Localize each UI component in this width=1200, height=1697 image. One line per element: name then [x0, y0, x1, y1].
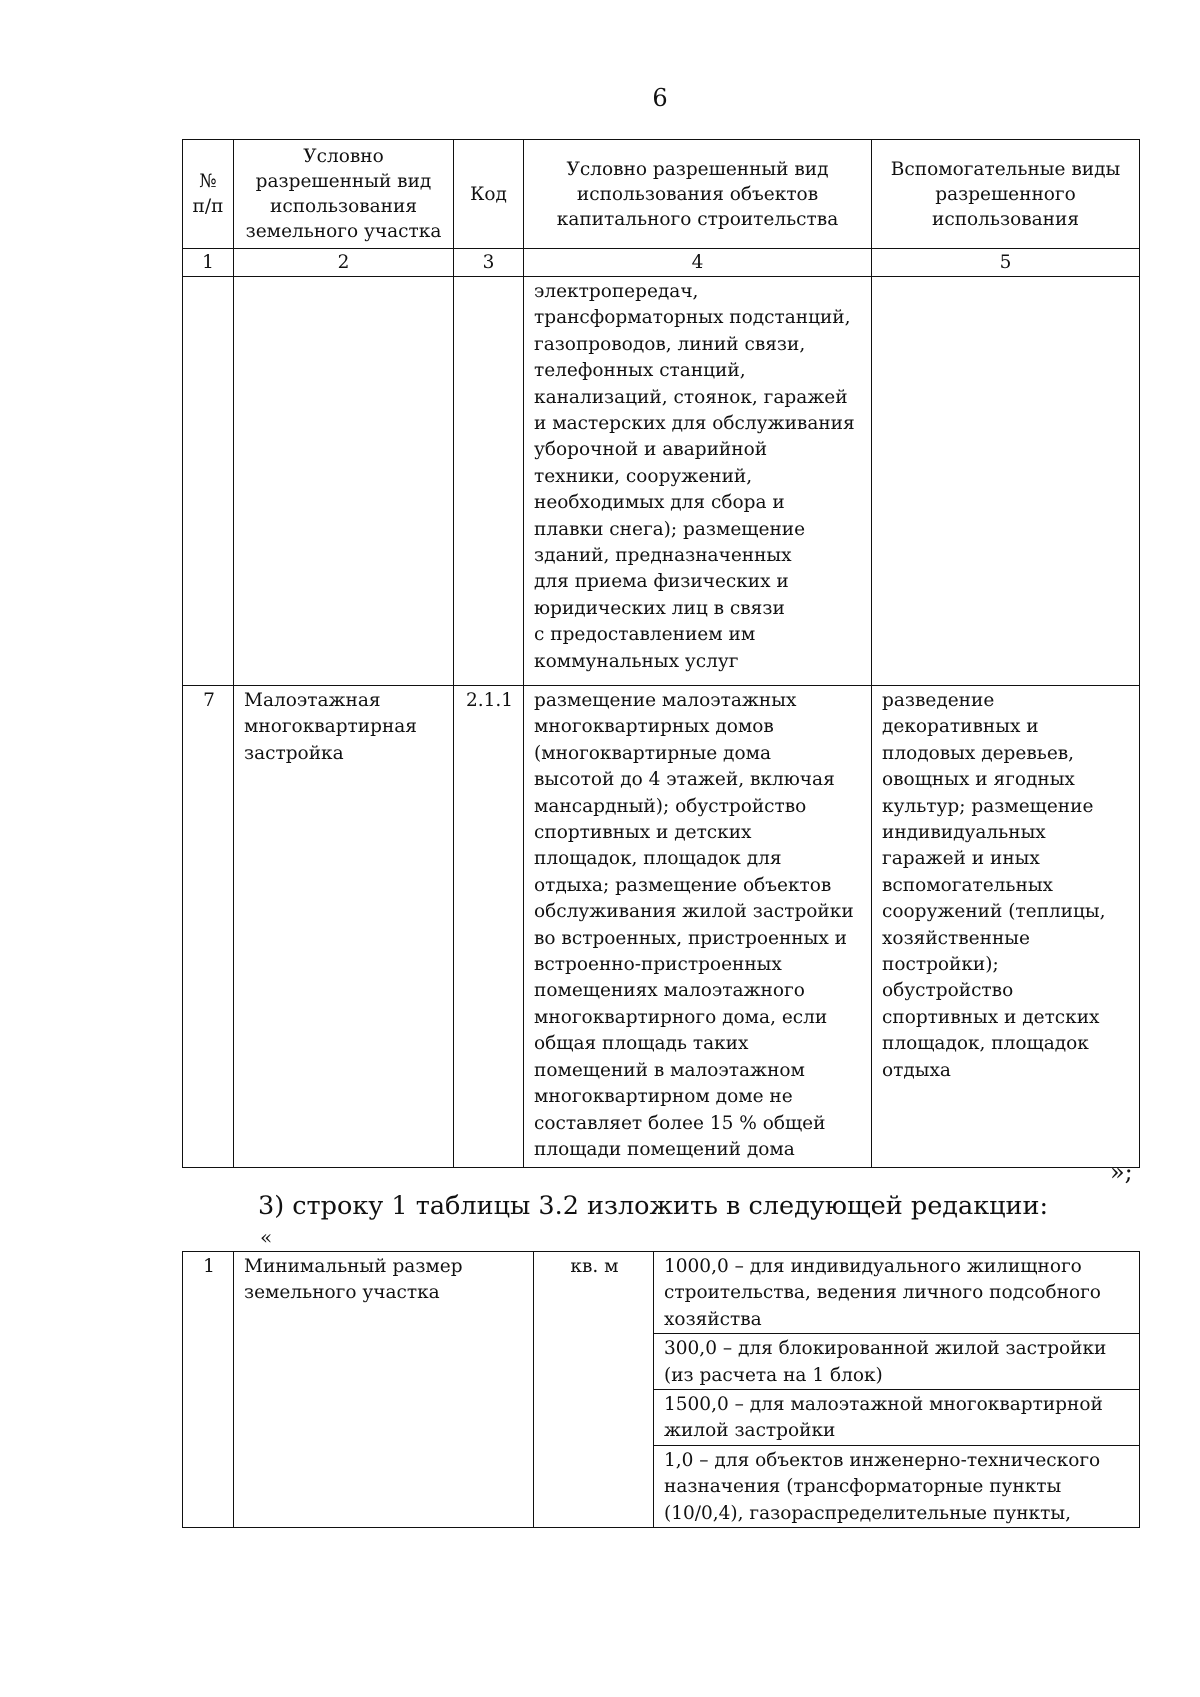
parameter-name: Минимальный размер земельного участка — [234, 1252, 534, 1528]
column-number: 4 — [524, 249, 872, 277]
min-plot-size-table — [182, 1251, 1140, 1528]
closing-quote: »; — [1110, 1158, 1133, 1186]
table-header-row — [183, 140, 1140, 249]
amendment-instruction: 3) строку 1 таблицы 3.2 изложить в следующей редакции: — [258, 1191, 1049, 1221]
row-code: 2.1.1 — [454, 686, 524, 1168]
opening-quote: « — [260, 1225, 273, 1249]
header-capital-construction: Условно разрешенный вид использования объектов капитального строительства — [524, 140, 872, 249]
row-land-use — [234, 277, 454, 686]
plot-size-value: 1000,0 – для индивидуального жилищного строительства, ведения личного подсобного хозяйства — [654, 1252, 1140, 1334]
row-capital-construction: размещение малоэтажных многоквартирных домов (многоквартирные дома высотой до 4 этажей, включая мансардный); обустройство спортивных и детских площадок, площадок для отдыха; размещение объектов обслуживания жилой застройки во встроенных, пристроенных и встроенно-пристроенных помещениях малоэтажного многоквартирного дома, если общая площадь таких помещений в малоэтажном многоквартирном доме не составляет более 15 % общей площади помещений дома — [524, 686, 872, 1168]
header-code: Код — [454, 140, 524, 249]
row-auxiliary-uses — [872, 277, 1140, 686]
land-use-table — [182, 139, 1140, 1168]
column-number: 5 — [872, 249, 1140, 277]
row-auxiliary-uses: разведение декоративных и плодовых деревьев, овощных и ягодных культур; размещение индивидуальных гаражей и иных вспомогательных сооружений (теплицы, хозяйственные постройки); обустройство спортивных и детских площадок, площадок отдыха — [872, 686, 1140, 1168]
header-number: № п/п — [183, 140, 234, 249]
row-capital-construction: электропередач, трансформаторных подстанций, газопроводов, линий связи, телефонных станций, канализаций, стоянок, гаражей и мастерских для обслуживания уборочной и аварийной техники, сооружений, необходимых для сбора и плавки снега); размещение зданий, предназначенных для приема физических и юридических лиц в связи с предоставлением им коммунальных услуг — [524, 277, 872, 686]
page-number: 6 — [652, 84, 668, 112]
row-number: 1 — [183, 1252, 234, 1528]
table-row — [183, 1252, 1140, 1334]
table-row — [183, 277, 1140, 686]
plot-size-value: 1,0 – для объектов инженерно-технического назначения (трансформаторные пункты (10/0,4), газораспределительные пункты, — [654, 1445, 1140, 1527]
row-land-use: Малоэтажная многоквартирная застройка — [234, 686, 454, 1168]
plot-size-value: 300,0 – для блокированной жилой застройки (из расчета на 1 блок) — [654, 1334, 1140, 1390]
row-number — [183, 277, 234, 686]
column-number-row — [183, 249, 1140, 277]
plot-size-value: 1500,0 – для малоэтажной многоквартирной жилой застройки — [654, 1390, 1140, 1446]
column-number: 2 — [234, 249, 454, 277]
table-row — [183, 686, 1140, 1168]
header-auxiliary-uses: Вспомогательные виды разрешенного использования — [872, 140, 1140, 249]
row-number: 7 — [183, 686, 234, 1168]
unit: кв. м — [534, 1252, 654, 1528]
column-number: 3 — [454, 249, 524, 277]
header-land-use: Условно разрешенный вид использования земельного участка — [234, 140, 454, 249]
column-number: 1 — [183, 249, 234, 277]
row-code — [454, 277, 524, 686]
